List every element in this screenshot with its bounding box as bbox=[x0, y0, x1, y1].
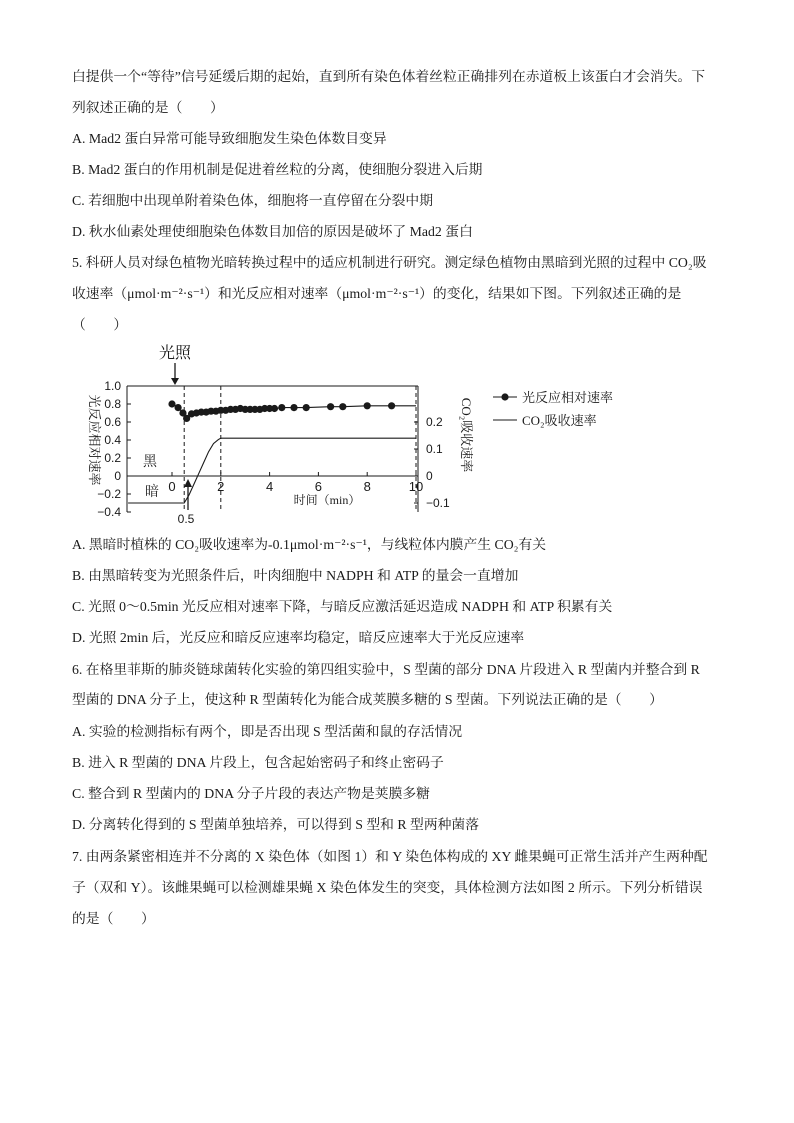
q4-option-b: B. Mad2 蛋白的作用机制是促进着丝粒的分离，使细胞分裂进入后期 bbox=[72, 162, 483, 177]
q7-stem-line-3: 的是（ ） bbox=[72, 911, 155, 926]
data-point-photo-rate bbox=[290, 404, 297, 411]
dark-label-2: 暗 bbox=[145, 485, 159, 500]
left-axis-tick-label: 0.8 bbox=[104, 397, 121, 411]
q5-figure-chart bbox=[60, 336, 680, 532]
data-point-photo-rate bbox=[339, 403, 346, 410]
q5-stem-line-2: 收速率（μmol·m⁻²·s⁻¹）和光反应相对速率（μmol·m⁻²·s⁻¹）的变化，结果如下图。下列叙述正确的是 bbox=[72, 286, 682, 301]
left-axis-tick-label: 0.4 bbox=[104, 433, 121, 447]
q4-stem-line-1: 白提供一个“等待”信号延缓后期的起始，直到所有染色体着丝粒正确排列在赤道板上该蛋白才会消失。下 bbox=[72, 69, 706, 84]
data-point-photo-rate bbox=[364, 402, 371, 409]
dark-label-1: 黑 bbox=[143, 455, 157, 470]
left-axis-title: 光反应相对速率 bbox=[87, 394, 102, 486]
left-axis-tick-label: 1.0 bbox=[104, 379, 121, 393]
legend-marker-photo-rate bbox=[501, 393, 508, 400]
q5-option-c: C. 光照 0～0.5min 光反应相对速率下降，与暗反应激活延迟造成 NADPH 和 ATP 积累有关 bbox=[72, 599, 613, 614]
q7-stem-line-2: 子（双和 Y）。该雌果蝇可以检测雄果蝇 X 染色体发生的突变，具体检测方法如图 2 所示。下列分析错误 bbox=[72, 880, 703, 895]
x-axis-tick-label: 10 bbox=[408, 479, 424, 494]
annotation-label: 0.5 bbox=[177, 512, 195, 526]
data-point-photo-rate bbox=[303, 404, 310, 411]
right-axis-tick-label: 0.1 bbox=[426, 442, 443, 456]
q5-stem-line-1: 5. 科研人员对绿色植物光暗转换过程中的适应机制进行研究。测定绿色植物由黑暗到光照的过程中 CO₂吸 bbox=[72, 255, 707, 270]
left-axis-tick-label: 0 bbox=[114, 469, 121, 483]
q6-option-d: D. 分离转化得到的 S 型菌单独培养，可以得到 S 型和 R 型两种菌落 bbox=[72, 817, 480, 832]
x-axis-tick-label: 2 bbox=[217, 479, 225, 494]
q6-stem-line-2: 型菌的 DNA 分子上，使这种 R 型菌转化为能合成荚膜多糖的 S 型菌。下列说法正确的是（ ） bbox=[72, 692, 663, 707]
x-axis-tick-label: 8 bbox=[363, 479, 371, 494]
q5-stem-line-3: （ ） bbox=[72, 317, 128, 332]
x-axis-tick-label: 6 bbox=[314, 479, 323, 494]
legend bbox=[493, 390, 613, 428]
data-point-photo-rate bbox=[327, 403, 334, 410]
x-axis-title: 时间（min） bbox=[293, 493, 361, 507]
data-point-photo-rate bbox=[278, 404, 285, 411]
left-axis-tick-label: −0.4 bbox=[97, 505, 121, 519]
q6-option-a: A. 实验的检测指标有两个，即是否出现 S 型活菌和鼠的存活情况 bbox=[72, 724, 463, 739]
legend-label-co2-rate: CO₂吸收速率 bbox=[522, 413, 597, 428]
light-on-label: 光照 bbox=[158, 345, 192, 362]
right-axis-tick-label: −0.1 bbox=[426, 496, 450, 510]
data-point-photo-rate bbox=[388, 402, 395, 409]
q5-option-d: D. 光照 2min 后，光反应和暗反应速率均稳定，暗反应速率大于光反应速率 bbox=[72, 630, 525, 645]
right-axis-tick-label: 0.2 bbox=[426, 415, 443, 429]
q4-option-d: D. 秋水仙素处理使细胞染色体数目加倍的原因是破坏了 Mad2 蛋白 bbox=[72, 224, 473, 239]
q4-option-c: C. 若细胞中出现单附着染色体，细胞将一直停留在分裂中期 bbox=[72, 193, 434, 208]
data-point-photo-rate bbox=[168, 400, 175, 407]
data-point-photo-rate bbox=[271, 405, 278, 412]
q5-option-a: A. 黑暗时植株的 CO₂吸收速率为-0.1μmol·m⁻²·s⁻¹，与线粒体内膜产生 CO₂有关 bbox=[72, 537, 547, 552]
q6-stem-line-1: 6. 在格里菲斯的肺炎链球菌转化实验的第四组实验中，S 型菌的部分 DNA 片段进入 R 型菌内并整合到 R bbox=[72, 662, 700, 677]
left-axis-tick-label: 0.2 bbox=[104, 451, 121, 465]
q5-option-b: B. 由黑暗转变为光照条件后，叶肉细胞中 NADPH 和 ATP 的量会一直增加 bbox=[72, 568, 519, 583]
left-axis-tick-label: −0.2 bbox=[97, 487, 121, 501]
q6-option-c: C. 整合到 R 型菌内的 DNA 分子片段的表达产物是荚膜多糖 bbox=[72, 786, 430, 801]
x-axis-tick-label: 4 bbox=[265, 479, 274, 494]
q6-option-b: B. 进入 R 型菌的 DNA 片段上，包含起始密码子和终止密码子 bbox=[72, 755, 444, 770]
q7-stem-line-1: 7. 由两条紧密相连并不分离的 X 染色体（如图 1）和 Y 染色体构成的 XY 雌果蝇可正常生活并产生两种配 bbox=[72, 849, 708, 864]
legend-label-photo-rate: 光反应相对速率 bbox=[522, 390, 614, 405]
x-axis-tick-label: 0 bbox=[168, 479, 176, 494]
data-point-photo-rate bbox=[175, 404, 182, 411]
q4-stem-line-2: 列叙述正确的是（ ） bbox=[72, 100, 224, 115]
annotation-arrow-head bbox=[184, 479, 192, 487]
right-axis-title: CO₂吸收速率 bbox=[459, 397, 474, 473]
q4-option-a: A. Mad2 蛋白异常可能导致细胞发生染色体数目变异 bbox=[72, 131, 387, 146]
right-axis-tick-label: 0 bbox=[426, 469, 433, 483]
left-axis-tick-label: 0.6 bbox=[104, 415, 121, 429]
light-on-arrow-head bbox=[171, 378, 179, 385]
